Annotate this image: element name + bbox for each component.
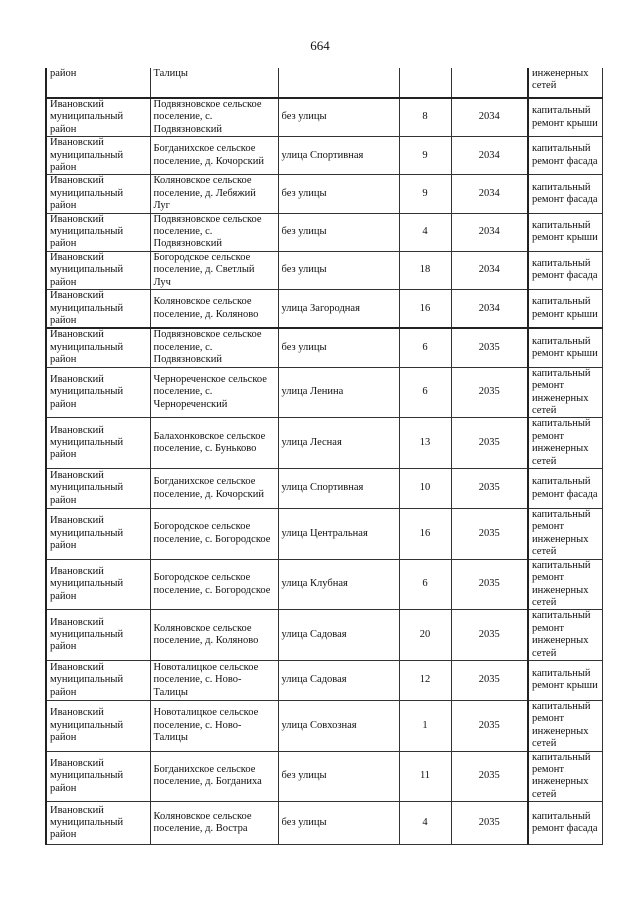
cell-year: 2035 xyxy=(451,509,528,560)
cell-district: Ивановский муниципальный район xyxy=(46,802,150,845)
cell-settlement: Чернореченское сельское поселение, с. Чернореченский xyxy=(150,367,278,418)
cell-settlement: Коляновское сельское поселение, д. Коляново xyxy=(150,290,278,329)
cell-count: 10 xyxy=(399,469,451,509)
cell-count: 12 xyxy=(399,660,451,700)
table-row xyxy=(46,175,602,213)
cell-work: капитальный ремонт крыши xyxy=(528,98,602,137)
cell-settlement: Коляновское сельское поселение, д. Вострa xyxy=(150,802,278,845)
cell-count: 9 xyxy=(399,175,451,213)
table-row xyxy=(46,751,602,802)
cell-settlement: Богданихское сельское поселение, д. Кочорский xyxy=(150,137,278,175)
repair-schedule-table xyxy=(45,68,603,845)
cell-work: капитальный ремонт инженерных сетей xyxy=(528,751,602,802)
table-body xyxy=(46,68,602,845)
cell-work: капитальный ремонт крыши xyxy=(528,660,602,700)
page-number: 664 xyxy=(310,38,330,53)
cell-count: 4 xyxy=(399,213,451,251)
cell-district: Ивановский муниципальный район xyxy=(46,751,150,802)
cell-district: Ивановский муниципальный район xyxy=(46,559,150,610)
cell-count: 11 xyxy=(399,751,451,802)
cell-year: 2034 xyxy=(451,290,528,329)
cell-district: Ивановский муниципальный район xyxy=(46,418,150,469)
cell-district: Ивановский муниципальный район xyxy=(46,98,150,137)
cell-year: 2035 xyxy=(451,418,528,469)
cell-work: капитальный ремонт инженерных сетей xyxy=(528,509,602,560)
cell-work: капитальный ремонт инженерных сетей xyxy=(528,367,602,418)
table-row xyxy=(46,469,602,509)
cell-work: капитальный ремонт фасада xyxy=(528,802,602,845)
cell-year: 2035 xyxy=(451,610,528,661)
cell-work: капитальный ремонт фасада xyxy=(528,469,602,509)
cell-street: улица Центральная xyxy=(278,509,399,560)
cell-settlement: Богородское сельское поселение, д. Светлый Луч xyxy=(150,251,278,289)
cell-count: 6 xyxy=(399,328,451,367)
cell-district: район xyxy=(46,68,150,98)
cell-year: 2034 xyxy=(451,137,528,175)
cell-year: 2034 xyxy=(451,213,528,251)
cell-district: Ивановский муниципальный район xyxy=(46,137,150,175)
table-row xyxy=(46,559,602,610)
cell-settlement: Богородское сельское поселение, с. Богородское xyxy=(150,509,278,560)
cell-year: 2035 xyxy=(451,802,528,845)
cell-district: Ивановский муниципальный район xyxy=(46,328,150,367)
cell-settlement: Богданихское сельское поселение, д. Богданиха xyxy=(150,751,278,802)
cell-count xyxy=(399,68,451,98)
cell-street: улица Спортивная xyxy=(278,137,399,175)
cell-year: 2035 xyxy=(451,328,528,367)
cell-settlement: Новоталицкое сельское поселение, с. Ново-Талицы xyxy=(150,700,278,751)
cell-count: 6 xyxy=(399,367,451,418)
table-row xyxy=(46,68,602,98)
cell-street: без улицы xyxy=(278,213,399,251)
cell-settlement: Подвязновское сельское поселение, с. Подвязновский xyxy=(150,213,278,251)
cell-street: улица Спортивная xyxy=(278,469,399,509)
cell-street: без улицы xyxy=(278,251,399,289)
cell-count: 16 xyxy=(399,290,451,329)
table-row xyxy=(46,700,602,751)
cell-district: Ивановский муниципальный район xyxy=(46,213,150,251)
cell-count: 4 xyxy=(399,802,451,845)
cell-year: 2034 xyxy=(451,251,528,289)
cell-district: Ивановский муниципальный район xyxy=(46,469,150,509)
cell-year: 2035 xyxy=(451,559,528,610)
cell-work: капитальный ремонт фасада xyxy=(528,251,602,289)
cell-settlement: Богородское сельское поселение, с. Богородское xyxy=(150,559,278,610)
cell-street: улица Клубная xyxy=(278,559,399,610)
cell-year: 2035 xyxy=(451,700,528,751)
cell-street: без улицы xyxy=(278,328,399,367)
cell-street: без улицы xyxy=(278,175,399,213)
cell-district: Ивановский муниципальный район xyxy=(46,700,150,751)
table-row xyxy=(46,610,602,661)
cell-work: капитальный ремонт инженерных сетей xyxy=(528,610,602,661)
cell-street: улица Лесная xyxy=(278,418,399,469)
table-row xyxy=(46,802,602,845)
table-row xyxy=(46,418,602,469)
cell-year: 2035 xyxy=(451,367,528,418)
table-row xyxy=(46,213,602,251)
cell-district: Ивановский муниципальный район xyxy=(46,367,150,418)
cell-count: 18 xyxy=(399,251,451,289)
cell-settlement: Балахонковское сельское поселение, с. Буньково xyxy=(150,418,278,469)
cell-count: 8 xyxy=(399,98,451,137)
cell-count: 20 xyxy=(399,610,451,661)
cell-work: капитальный ремонт крыши xyxy=(528,213,602,251)
cell-work: капитальный ремонт инженерных сетей xyxy=(528,700,602,751)
cell-street: улица Загородная xyxy=(278,290,399,329)
table-row xyxy=(46,367,602,418)
cell-district: Ивановский муниципальный район xyxy=(46,509,150,560)
cell-work: капитальный ремонт инженерных сетей xyxy=(528,559,602,610)
cell-count: 13 xyxy=(399,418,451,469)
cell-work: инженерных сетей xyxy=(528,68,602,98)
cell-street: улица Совхозная xyxy=(278,700,399,751)
cell-settlement: Талицы xyxy=(150,68,278,98)
cell-year: 2034 xyxy=(451,98,528,137)
cell-street: без улицы xyxy=(278,98,399,137)
table-row xyxy=(46,251,602,289)
cell-settlement: Коляновское сельское поселение, д. Лебяжий Луг xyxy=(150,175,278,213)
cell-district: Ивановский муниципальный район xyxy=(46,660,150,700)
cell-count: 6 xyxy=(399,559,451,610)
cell-district: Ивановский муниципальный район xyxy=(46,251,150,289)
cell-district: Ивановский муниципальный район xyxy=(46,175,150,213)
cell-street: без улицы xyxy=(278,751,399,802)
cell-year: 2035 xyxy=(451,469,528,509)
cell-work: капитальный ремонт крыши xyxy=(528,290,602,329)
cell-district: Ивановский муниципальный район xyxy=(46,610,150,661)
table-row xyxy=(46,660,602,700)
cell-district: Ивановский муниципальный район xyxy=(46,290,150,329)
table-row xyxy=(46,328,602,367)
cell-work: капитальный ремонт инженерных сетей xyxy=(528,418,602,469)
cell-settlement: Богданихское сельское поселение, д. Кочорский xyxy=(150,469,278,509)
cell-settlement: Подвязновское сельское поселение, с. Подвязновский xyxy=(150,328,278,367)
cell-street xyxy=(278,68,399,98)
cell-street: без улицы xyxy=(278,802,399,845)
cell-settlement: Новоталицкое сельское поселение, с. Ново-Талицы xyxy=(150,660,278,700)
cell-work: капитальный ремонт фасада xyxy=(528,175,602,213)
table-row xyxy=(46,98,602,137)
cell-settlement: Коляновское сельское поселение, д. Коляново xyxy=(150,610,278,661)
cell-street: улица Ленина xyxy=(278,367,399,418)
cell-street: улица Садовая xyxy=(278,610,399,661)
cell-street: улица Садовая xyxy=(278,660,399,700)
table-row xyxy=(46,137,602,175)
cell-year: 2034 xyxy=(451,175,528,213)
cell-count: 1 xyxy=(399,700,451,751)
cell-count: 9 xyxy=(399,137,451,175)
cell-work: капитальный ремонт фасада xyxy=(528,137,602,175)
cell-work: капитальный ремонт крыши xyxy=(528,328,602,367)
cell-settlement: Подвязновское сельское поселение, с. Подвязновский xyxy=(150,98,278,137)
table-row xyxy=(46,509,602,560)
cell-year: 2035 xyxy=(451,660,528,700)
cell-year: 2035 xyxy=(451,751,528,802)
cell-count: 16 xyxy=(399,509,451,560)
table-row xyxy=(46,290,602,329)
cell-year xyxy=(451,68,528,98)
